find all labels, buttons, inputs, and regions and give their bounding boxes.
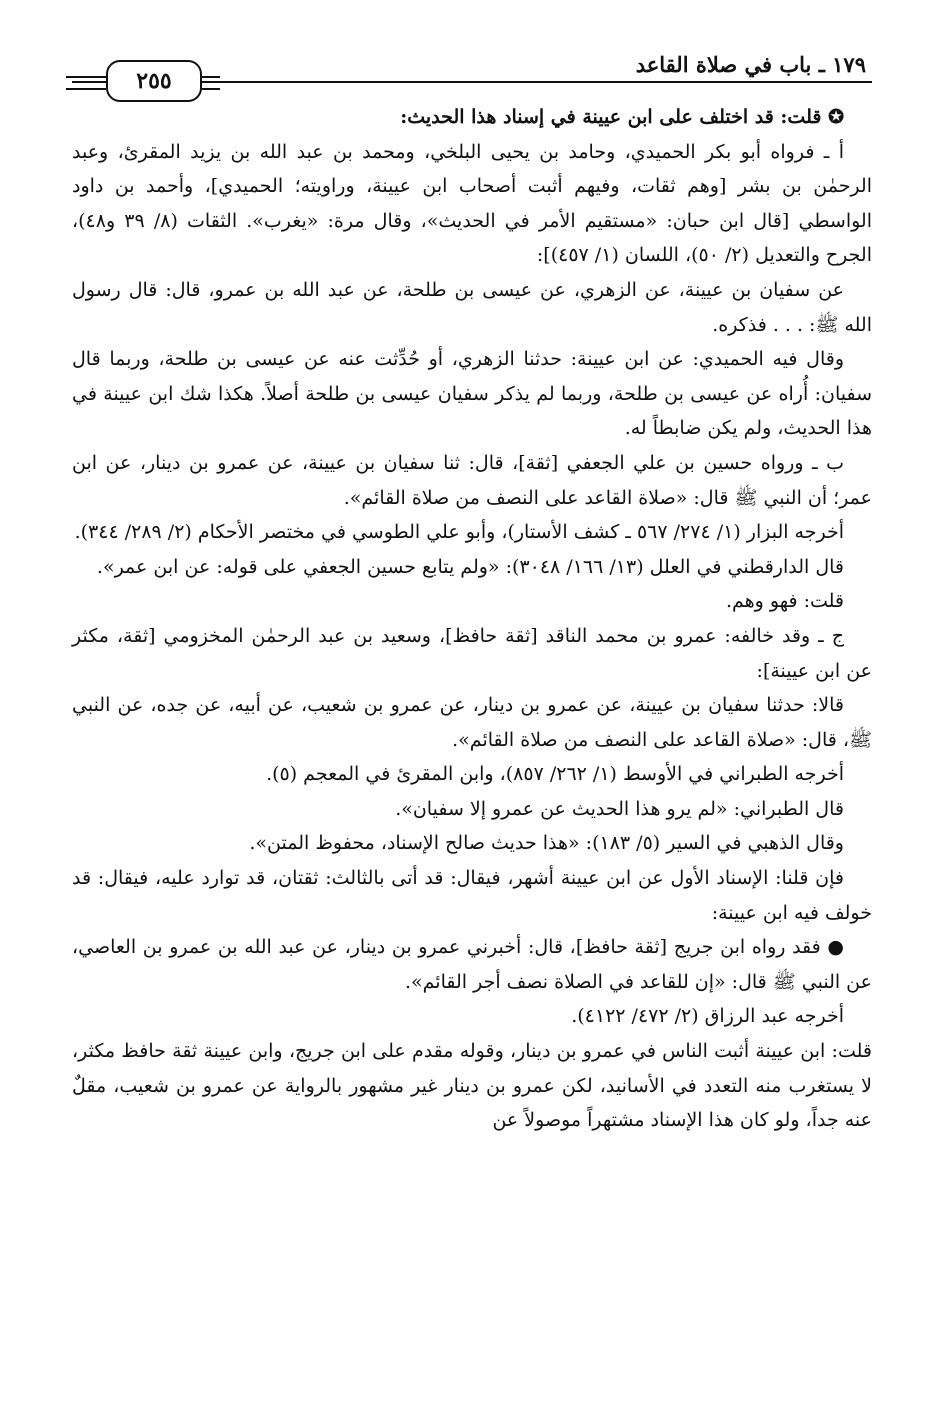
paragraph-2: أ ـ فرواه أبو بكر الحميدي، وحامد بن يحيى البلخي، ومحمد بن عبد الله بن يزيد المقرئ، وعبد الرحمٰن بن بشر [وهم ثقات، وفيهم أثبت أصحاب ابن عيينة، وراويته؛ الحميدي]، وأحمد بن داود الواسطي [قال ابن حبان: «مستقيم الأمر في الحديث»، وقال مرة: «يغرب». الثقات (٨/ ٣٩ و٤٨)، الجرح والتعديل (٢/ ٥٠)، اللسان (١/ ٤٥٧)]:	[72, 140, 872, 267]
ornament-right	[202, 76, 220, 90]
paragraph-17: قلت: ابن عيينة أثبت الناس في عمرو بن دينار، وقوله مقدم على ابن جريج، وابن عيينة ثقة حافظ مكثر، لا يستغرب منه التعدد في الأسانيد، لكن عمرو بن دينار غير مشهور بالرواية عن عمرو بن شعيب، مقلٌ عنه جداً، ولو كان هذا الإسناد مشتهراً موصولاً عن	[72, 1040, 872, 1132]
paragraph-7: قال الدارقطني في العلل (١٣/ ١٦٦/ ٣٠٤٨): «ولم يتابع حسين الجعفي على قوله: عن ابن عمر».	[96, 555, 844, 578]
paragraph-8: قلت: فهو وهم.	[725, 590, 844, 613]
document-body	[72, 100, 872, 1138]
ornament-left	[66, 76, 106, 90]
paragraph-13: وقال الذهبي في السير (٥/ ١٨٣): «هذا حديث صالح الإسناد، محفوظ المتن».	[249, 832, 844, 855]
page-number-badge: ٢٥٥	[106, 60, 202, 102]
paragraph-5: ب ـ ورواه حسين بن علي الجعفي [ثقة]، قال: ثنا سفيان بن عيينة، عن عمرو بن دينار، عن ابن عمر؛ أن النبي ﷺ قال: «صلاة القاعد على النصف من صلاة القائم».	[72, 451, 872, 509]
paragraph-10: قالا: حدثنا سفيان بن عيينة، عن عمرو بن دينار، عن عمرو بن شعيب، عن أبيه، عن جده، عن النبي ﷺ، قال: «صلاة القاعد على النصف من صلاة القائم».	[72, 694, 872, 751]
paragraph-14: فإن قلنا: الإسناد الأول عن ابن عيينة أشهر، فيقال: قد أتى بالثالث: ثقتان، قد توارد عليه، فيقال: قد خولف فيه ابن عيينة:	[72, 867, 872, 924]
paragraph-11: أخرجه الطبراني في الأوسط (١/ ٢٦٢/ ٨٥٧)، وابن المقرئ في المعجم (٥).	[266, 763, 844, 786]
page-header	[72, 0, 872, 100]
chapter-title: ١٧٩ ـ باب في صلاة القاعد	[635, 52, 866, 77]
paragraph-4: وقال فيه الحميدي: عن ابن عيينة: حدثنا الزهري، أو حُدِّثت عنه عن عيسى بن طلحة، وربما قال سفيان: أُراه عن عيسى بن طلحة، وربما لم يذكر سفيان عيسى بن طلحة أصلاً. هكذا شك ابن عيينة في هذا الحديث، ولم يكن ضابطاً له.	[72, 348, 872, 440]
paragraph-16: أخرجه عبد الرزاق (٢/ ٤٧٢/ ٤١٢٢).	[571, 1005, 844, 1028]
paragraph-12: قال الطبراني: «لم يرو هذا الحديث عن عمرو إلا سفيان».	[395, 797, 844, 820]
paragraph-9: ج ـ وقد خالفه: عمرو بن محمد الناقد [ثقة حافظ]، وسعيد بن عبد الرحمٰن المخزومي [ثقة، مكثر عن ابن عيينة]:	[72, 624, 872, 682]
paragraph-6: أخرجه البزار (١/ ٢٧٤/ ٥٦٧ ـ كشف الأستار)، وأبو علي الطوسي في مختصر الأحكام (٢/ ٢٨٩/ ٣٤٤).	[74, 521, 844, 544]
paragraph-3: عن سفيان بن عيينة، عن الزهري، عن عيسى بن طلحة، عن عبد الله بن عمرو، قال: قال رسول الله ﷺ: . . . فذكره.	[72, 278, 872, 336]
paragraph-1: ✪ قلت: قد اختلف على ابن عيينة في إسناد هذا الحديث:	[400, 106, 844, 128]
paragraph-15: ● فقد رواه ابن جريج [ثقة حافظ]، قال: أخبرني عمرو بن دينار، عن عبد الله بن عمرو بن العاصي، عن النبي ﷺ قال: «إن للقاعد في الصلاة نصف أجر القائم».	[72, 936, 872, 993]
